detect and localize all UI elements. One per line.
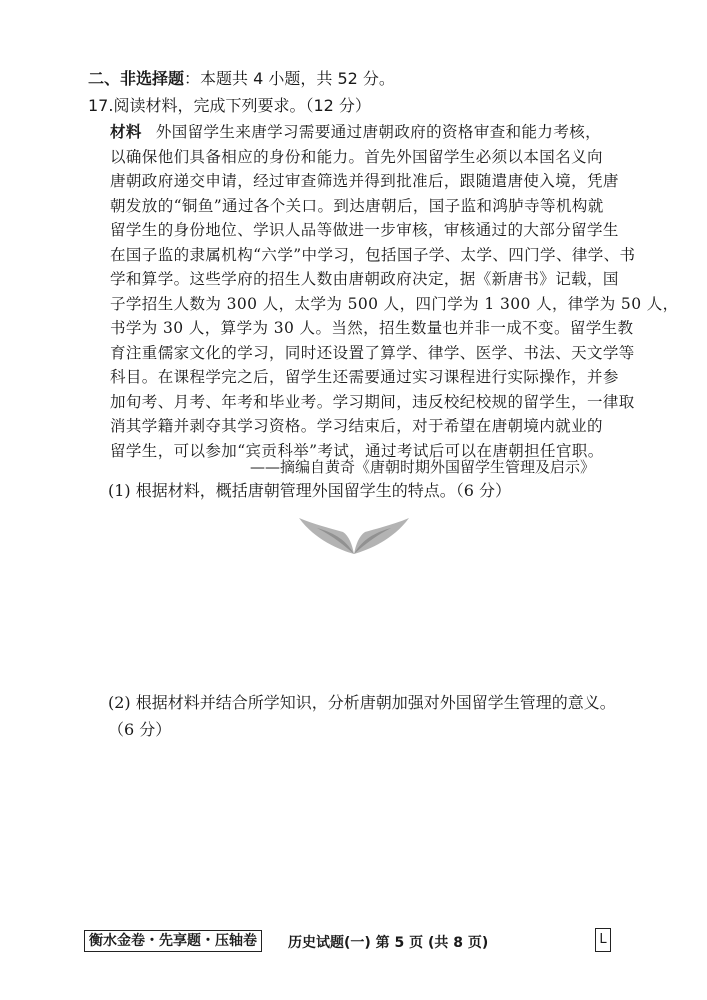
material-line [110,341,635,363]
sub-question-2: (2) 根据材料并结合所学知识，分析唐朝加强对外国留学生管理的意义。 [108,693,616,712]
material-text: 书学为 30 人，算学为 30 人。当然，招生数量也并非一成不变。留学生教 [110,319,634,337]
sub-question-2-score: （6 分） [108,720,172,739]
material-line [110,365,619,387]
question-17-header [88,93,371,116]
material-line [110,218,619,240]
material-text: 留学生的身份地位、学识人品等做进一步审核，审核通过的大部分留学生 [110,221,619,239]
footer-code-box: L [595,928,611,952]
material-text: 育注重儒家文化的学习，同时还设置了算学、律学、医学、书法、天文学等 [110,343,635,362]
section-note: ：本题共 4 小题，共 52 分。 [184,69,395,88]
question-prompt: 阅读材料，完成下列要求。（12 分） [113,96,371,115]
section-title: 二、非选择题 [88,69,185,88]
material-line [110,267,619,289]
section-heading [88,66,395,89]
material-text: 朝发放的“铜鱼”通过各个关口。到达唐朝后，国子监和鸿胪寺等机构就 [110,196,604,215]
material-text: 科目。在课程学完之后，留学生还需要通过实习课程进行实际操作，并参 [110,368,619,386]
footer-brand-box: 衡水金卷・先享题・压轴卷 [84,930,262,952]
material-source: ——摘编自黄奇《唐朝时期外国留学生管理及启示》 [250,458,596,476]
material-line [110,169,619,191]
material-line [110,316,633,338]
wings-logo-icon [295,510,413,556]
material-text: 学和算学。这些学府的招生人数由唐朝政府决定，据《新唐书》记载，国 [110,270,619,288]
material-label: 材料 [110,123,142,141]
material-text: 加旬考、月考、年考和毕业考。学习期间，违反校纪校规的留学生，一律取 [110,392,635,411]
material-line [110,194,604,216]
material-text: 外国留学生来唐学习需要通过唐朝政府的资格审查和能力考核， [155,123,602,141]
material-text: 子学招生人数为 300 人，太学为 500 人，四门学为 1 300 人，律学为 50 人， [110,294,679,313]
material-line [110,414,603,436]
material-line [110,292,679,314]
material-text: 消其学籍并剥夺其学习资格。学习结束后，对于希望在唐朝境内就业的 [110,417,603,435]
material-line [110,390,635,412]
sub-question-1: (1) 根据材料，概括唐朝管理外国留学生的特点。（6 分） [108,481,512,500]
material-text: 在国子监的隶属机构“六学”中学习，包括国子学、太学、四门学、律学、书 [110,245,636,264]
material-text: 以确保他们具备相应的身份和能力。首先外国留学生必须以本国名义向 [110,147,603,166]
material-text: 唐朝政府递交申请，经过审查筛选并得到批准后，跟随遣唐使入境，凭唐 [110,172,619,190]
material-line [110,243,635,265]
footer-page-info: 历史试题(一) 第 5 页 (共 8 页) [288,935,489,951]
question-number: 17. [88,96,114,115]
material-line [110,145,603,167]
material-text: 留学生，可以参加“宾贡科举”考试，通过考试后可以在唐朝担任官职。 [110,441,604,460]
material-line [110,120,601,142]
